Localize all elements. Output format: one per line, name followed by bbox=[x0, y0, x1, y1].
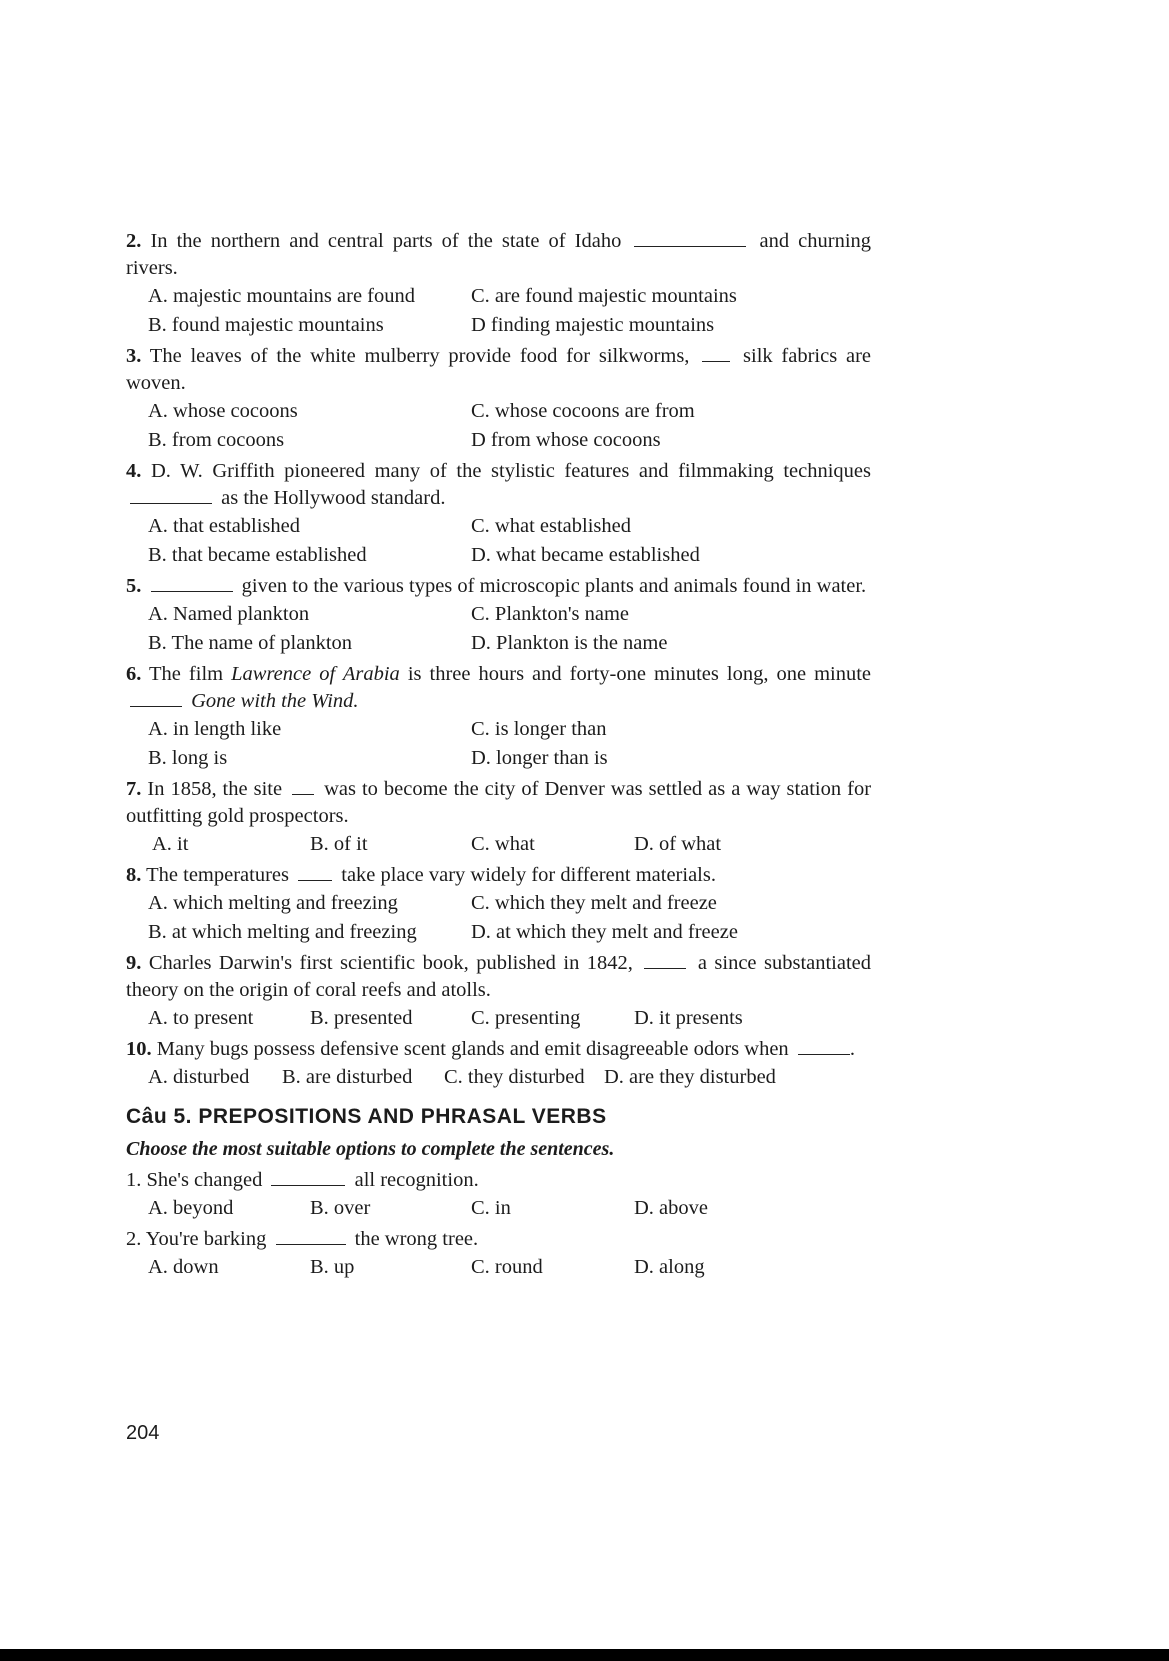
option-a: A. it bbox=[152, 833, 189, 855]
options-row bbox=[126, 512, 871, 541]
option-b: B. at which melting and freezing bbox=[148, 921, 417, 943]
exercise-page bbox=[126, 225, 871, 1282]
option-d: D. it presents bbox=[634, 1007, 743, 1029]
prep-question-1 bbox=[126, 1167, 871, 1194]
options-row bbox=[126, 830, 871, 859]
option-c: C. what bbox=[471, 833, 535, 855]
option-c: C. round bbox=[471, 1256, 543, 1278]
option-b: B. of it bbox=[310, 833, 368, 855]
option-b: B. up bbox=[310, 1256, 355, 1278]
option-d: D. above bbox=[634, 1197, 709, 1219]
section-instruction: Choose the most suitable options to complete the sentences. bbox=[126, 1138, 615, 1160]
option-c: C. are found majestic mountains bbox=[471, 285, 737, 307]
option-c: C. presenting bbox=[471, 1007, 581, 1029]
options-row bbox=[126, 1004, 871, 1033]
options-row bbox=[126, 744, 871, 773]
option-b: B. The name of plankton bbox=[148, 632, 353, 654]
question-text: given to the various types of microscopic plants and animals found in water. bbox=[241, 575, 867, 597]
options-row bbox=[126, 426, 871, 455]
options-row bbox=[126, 1253, 871, 1282]
question-text: was to become the city of Denver was settled as a way station for outfitting gold prospectors. bbox=[126, 778, 872, 827]
answer-blank bbox=[130, 688, 182, 707]
option-a: A. down bbox=[148, 1256, 219, 1278]
question-text: Charles Darwin's first scientific book, published in 1842, bbox=[148, 952, 633, 974]
section-heading: Câu 5. PREPOSITIONS AND PHRASAL VERBS bbox=[126, 1105, 607, 1128]
option-b: B. that became established bbox=[148, 544, 367, 566]
answer-blank bbox=[634, 228, 746, 247]
question-number: 7. bbox=[126, 778, 142, 800]
film-title: Lawrence of Arabia bbox=[231, 663, 400, 685]
page-number: 204 bbox=[126, 1422, 160, 1444]
question-3 bbox=[126, 343, 871, 397]
question-10 bbox=[126, 1036, 871, 1063]
question-text: The temperatures bbox=[146, 864, 289, 886]
option-c: C. in bbox=[471, 1197, 511, 1219]
answer-blank bbox=[130, 485, 212, 504]
question-text: and churning rivers. bbox=[126, 230, 872, 279]
question-number: 10. bbox=[126, 1038, 152, 1060]
option-c: C. whose cocoons are from bbox=[471, 400, 695, 422]
option-d: D. along bbox=[634, 1256, 705, 1278]
option-a: A. that established bbox=[148, 515, 301, 537]
question-number: 4. bbox=[126, 460, 142, 482]
option-c: C. is longer than bbox=[471, 718, 607, 740]
question-text: Many bugs possess defensive scent glands and emit disagreeable odors when bbox=[156, 1038, 789, 1060]
options-row bbox=[126, 889, 871, 918]
scan-edge-bar bbox=[0, 1649, 1169, 1661]
option-d: D finding majestic mountains bbox=[471, 314, 715, 336]
option-b: B. long is bbox=[148, 747, 228, 769]
option-a: A. which melting and freezing bbox=[148, 892, 398, 914]
option-c: C. Plankton's name bbox=[471, 603, 630, 625]
options-row bbox=[126, 397, 871, 426]
question-text: In the northern and central parts of the state of Idaho bbox=[150, 230, 622, 252]
option-d: D. longer than is bbox=[471, 747, 608, 769]
option-a: A. to present bbox=[148, 1007, 254, 1029]
option-a: A. in length like bbox=[148, 718, 282, 740]
question-number: 6. bbox=[126, 663, 142, 685]
question-5 bbox=[126, 573, 871, 600]
question-text: D. W. Griffith pioneered many of the stylistic features and filmmaking techniques bbox=[150, 460, 872, 482]
question-text: You're barking bbox=[145, 1228, 267, 1250]
answer-blank bbox=[798, 1036, 850, 1055]
question-text: silk fabrics are woven. bbox=[126, 345, 872, 394]
option-a: A. disturbed bbox=[148, 1066, 250, 1088]
option-c: C. what established bbox=[471, 515, 631, 537]
option-c: C. which they melt and freeze bbox=[471, 892, 717, 914]
answer-blank bbox=[702, 343, 730, 362]
answer-blank bbox=[271, 1167, 345, 1186]
answer-blank bbox=[644, 950, 686, 969]
question-number: 1. bbox=[126, 1169, 142, 1191]
question-number: 2. bbox=[126, 230, 142, 252]
question-text: She's changed bbox=[146, 1169, 263, 1191]
question-text: . bbox=[849, 1038, 855, 1060]
option-a: A. majestic mountains are found bbox=[148, 285, 416, 307]
question-text: all recognition. bbox=[354, 1169, 479, 1191]
question-text: The leaves of the white mulberry provide food for silkworms, bbox=[149, 345, 690, 367]
option-a: A. beyond bbox=[148, 1197, 234, 1219]
question-text: The film bbox=[149, 663, 224, 685]
option-d: D. what became established bbox=[471, 544, 700, 566]
question-7 bbox=[126, 776, 871, 830]
question-2 bbox=[126, 228, 871, 282]
question-text: In 1858, the site bbox=[147, 778, 283, 800]
option-d: D. of what bbox=[634, 833, 722, 855]
option-d: D. at which they melt and freeze bbox=[471, 921, 738, 943]
options-row bbox=[126, 629, 871, 658]
answer-blank bbox=[276, 1226, 346, 1245]
question-text: a since substantiated theory on the origin of coral reefs and atolls. bbox=[126, 952, 872, 1001]
answer-blank bbox=[292, 776, 314, 795]
film-title: Gone with the Wind. bbox=[191, 690, 359, 712]
option-b: B. found majestic mountains bbox=[148, 314, 384, 336]
question-9 bbox=[126, 950, 871, 1004]
option-b: B. are disturbed bbox=[282, 1066, 413, 1088]
question-number: 3. bbox=[126, 345, 142, 367]
options-row bbox=[126, 311, 871, 340]
question-text: take place vary widely for different materials. bbox=[341, 864, 716, 886]
options-row bbox=[126, 715, 871, 744]
question-number: 9. bbox=[126, 952, 142, 974]
options-row bbox=[126, 600, 871, 629]
option-a: A. whose cocoons bbox=[148, 400, 298, 422]
question-8 bbox=[126, 862, 871, 889]
prep-question-2 bbox=[126, 1226, 871, 1253]
option-b: B. presented bbox=[310, 1007, 413, 1029]
option-b: B. over bbox=[310, 1197, 371, 1219]
question-text: as the Hollywood standard. bbox=[221, 487, 446, 509]
question-number: 2. bbox=[126, 1228, 142, 1250]
question-text: is three hours and forty-one minutes long, one minute bbox=[407, 663, 872, 685]
option-d: D. are they disturbed bbox=[604, 1066, 776, 1088]
question-number: 5. bbox=[126, 575, 142, 597]
options-row bbox=[126, 541, 871, 570]
options-row bbox=[126, 1194, 871, 1223]
option-c: C. they disturbed bbox=[444, 1066, 585, 1088]
options-row bbox=[126, 918, 871, 947]
question-text: the wrong tree. bbox=[354, 1228, 479, 1250]
question-6 bbox=[126, 661, 871, 715]
option-b: B. from cocoons bbox=[148, 429, 285, 451]
options-row bbox=[126, 1063, 871, 1092]
option-d: D. Plankton is the name bbox=[471, 632, 668, 654]
option-a: A. Named plankton bbox=[148, 603, 310, 625]
option-d: D from whose cocoons bbox=[471, 429, 661, 451]
answer-blank bbox=[151, 573, 233, 592]
options-row bbox=[126, 282, 871, 311]
question-number: 8. bbox=[126, 864, 142, 886]
answer-blank bbox=[298, 862, 332, 881]
question-4 bbox=[126, 458, 871, 512]
